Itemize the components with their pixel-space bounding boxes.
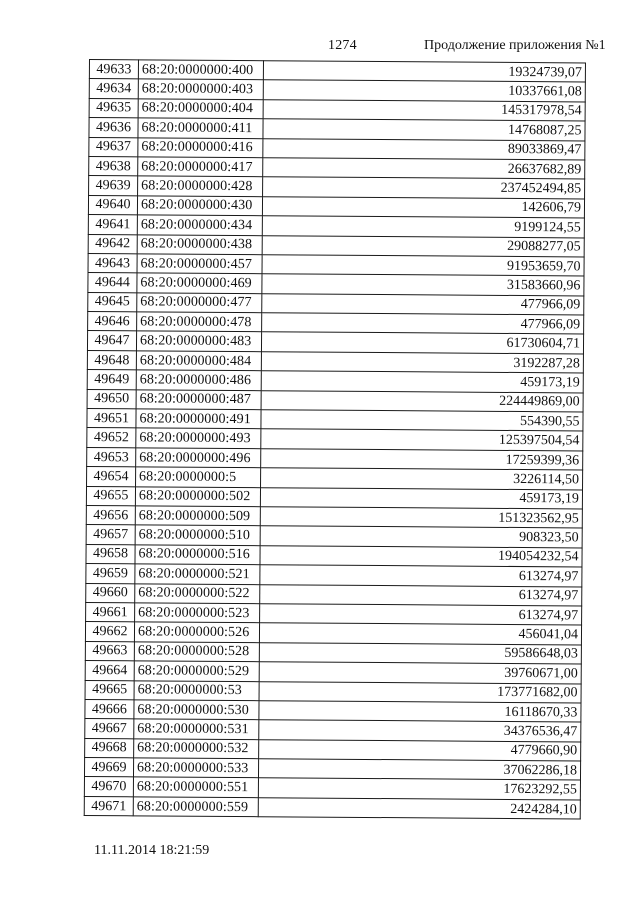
row-number: 49665 bbox=[85, 680, 134, 700]
print-timestamp: 11.11.2014 18:21:59 bbox=[94, 843, 210, 858]
row-number: 49642 bbox=[88, 234, 137, 254]
row-value: 477966,09 bbox=[262, 293, 584, 315]
row-value: 125397504,54 bbox=[261, 429, 583, 451]
cadastral-number: 68:20:0000000:551 bbox=[133, 777, 258, 797]
cadastral-number: 68:20:0000000:526 bbox=[134, 622, 259, 642]
row-number: 49667 bbox=[85, 719, 134, 739]
cadastral-number: 68:20:0000000:486 bbox=[136, 370, 261, 390]
row-number: 49641 bbox=[88, 215, 137, 235]
row-number: 49637 bbox=[89, 137, 138, 157]
row-number: 49653 bbox=[87, 447, 136, 467]
row-value: 29088277,05 bbox=[262, 235, 584, 257]
row-number: 49670 bbox=[84, 777, 133, 797]
row-number: 49671 bbox=[84, 796, 133, 816]
row-value: 554390,55 bbox=[261, 410, 583, 432]
cadastral-number: 68:20:0000000:509 bbox=[135, 506, 260, 526]
row-number: 49658 bbox=[86, 544, 135, 564]
row-number: 49647 bbox=[87, 331, 136, 351]
row-number: 49662 bbox=[85, 622, 134, 642]
row-value: 477966,09 bbox=[262, 313, 584, 335]
row-value: 16118670,33 bbox=[259, 701, 581, 723]
registry-table-container bbox=[84, 59, 586, 820]
cadastral-number: 68:20:0000000:428 bbox=[138, 176, 263, 196]
cadastral-number: 68:20:0000000:533 bbox=[133, 758, 258, 778]
cadastral-number: 68:20:0000000:523 bbox=[135, 603, 260, 623]
row-number: 49668 bbox=[85, 738, 134, 758]
row-value: 237452494,85 bbox=[263, 177, 585, 199]
row-number: 49664 bbox=[85, 661, 134, 681]
row-value: 908323,50 bbox=[260, 526, 582, 548]
row-value: 142606,79 bbox=[262, 196, 584, 218]
cadastral-number: 68:20:0000000:477 bbox=[137, 293, 262, 313]
cadastral-number: 68:20:0000000:403 bbox=[138, 79, 263, 99]
row-value: 26637682,89 bbox=[263, 158, 585, 180]
row-value: 3226114,50 bbox=[261, 468, 583, 490]
row-value: 459173,19 bbox=[261, 371, 583, 393]
row-value: 39760671,00 bbox=[259, 662, 581, 684]
row-value: 2424284,10 bbox=[258, 798, 580, 820]
row-value: 145317978,54 bbox=[263, 99, 585, 121]
cadastral-number: 68:20:0000000:521 bbox=[135, 564, 260, 584]
row-value: 61730604,71 bbox=[261, 332, 583, 354]
cadastral-number: 68:20:0000000:430 bbox=[137, 196, 262, 216]
cadastral-number: 68:20:0000000:404 bbox=[138, 99, 263, 119]
row-value: 14768087,25 bbox=[263, 119, 585, 141]
cadastral-number: 68:20:0000000:438 bbox=[137, 234, 262, 254]
row-value: 456041,04 bbox=[259, 623, 581, 645]
row-value: 459173,19 bbox=[260, 487, 582, 509]
row-number: 49654 bbox=[87, 467, 136, 487]
row-value: 17259399,36 bbox=[261, 449, 583, 471]
cadastral-number: 68:20:0000000:493 bbox=[136, 428, 261, 448]
cadastral-number: 68:20:0000000:502 bbox=[135, 486, 260, 506]
row-number: 49636 bbox=[89, 118, 138, 138]
row-number: 49638 bbox=[89, 156, 138, 176]
row-number: 49648 bbox=[87, 350, 136, 370]
registry-table-body bbox=[84, 60, 585, 820]
cadastral-number: 68:20:0000000:496 bbox=[136, 448, 261, 468]
row-number: 49644 bbox=[88, 273, 137, 293]
row-value: 19324739,07 bbox=[263, 61, 585, 83]
cadastral-number: 68:20:0000000:5 bbox=[136, 467, 261, 487]
cadastral-number: 68:20:0000000:530 bbox=[134, 700, 259, 720]
row-number: 49656 bbox=[86, 505, 135, 525]
cadastral-number: 68:20:0000000:483 bbox=[136, 331, 261, 351]
row-number: 49640 bbox=[88, 195, 137, 215]
row-value: 10337661,08 bbox=[263, 80, 585, 102]
cadastral-number: 68:20:0000000:400 bbox=[138, 60, 263, 80]
row-value: 194054232,54 bbox=[260, 545, 582, 567]
cadastral-number: 68:20:0000000:417 bbox=[138, 157, 263, 177]
cadastral-number: 68:20:0000000:516 bbox=[135, 545, 260, 565]
row-number: 49651 bbox=[87, 409, 136, 429]
row-value: 613274,97 bbox=[260, 584, 582, 606]
cadastral-number: 68:20:0000000:532 bbox=[134, 739, 259, 759]
cadastral-number: 68:20:0000000:510 bbox=[135, 525, 260, 545]
row-number: 49663 bbox=[85, 641, 134, 661]
row-value: 9199124,55 bbox=[262, 216, 584, 238]
row-number: 49660 bbox=[86, 583, 135, 603]
row-value: 89033869,47 bbox=[263, 138, 585, 160]
row-value: 224449869,00 bbox=[261, 390, 583, 412]
row-number: 49643 bbox=[88, 253, 137, 273]
row-number: 49633 bbox=[89, 60, 138, 80]
cadastral-number: 68:20:0000000:522 bbox=[135, 583, 260, 603]
cadastral-number: 68:20:0000000:478 bbox=[137, 312, 262, 332]
row-number: 49649 bbox=[87, 370, 136, 390]
row-number: 49661 bbox=[86, 602, 135, 622]
cadastral-number: 68:20:0000000:416 bbox=[138, 137, 263, 157]
cadastral-number: 68:20:0000000:469 bbox=[137, 273, 262, 293]
cadastral-number: 68:20:0000000:531 bbox=[134, 719, 259, 739]
row-value: 3192287,28 bbox=[261, 352, 583, 374]
row-value: 173771682,00 bbox=[259, 681, 581, 703]
cadastral-number: 68:20:0000000:434 bbox=[137, 215, 262, 235]
row-value: 34376536,47 bbox=[259, 720, 581, 742]
cadastral-number: 68:20:0000000:529 bbox=[134, 661, 259, 681]
row-value: 4779660,90 bbox=[259, 739, 581, 761]
row-number: 49669 bbox=[84, 758, 133, 778]
cadastral-number: 68:20:0000000:491 bbox=[136, 409, 261, 429]
row-value: 31583660,96 bbox=[262, 274, 584, 296]
page-number: 1274 bbox=[328, 38, 357, 53]
row-number: 49650 bbox=[87, 389, 136, 409]
table-row bbox=[84, 796, 580, 819]
row-value: 59586648,03 bbox=[259, 642, 581, 664]
registry-table bbox=[84, 59, 586, 820]
cadastral-number: 68:20:0000000:528 bbox=[134, 642, 259, 662]
row-number: 49652 bbox=[87, 428, 136, 448]
row-value: 613274,97 bbox=[260, 565, 582, 587]
row-number: 49655 bbox=[86, 486, 135, 506]
cadastral-number: 68:20:0000000:559 bbox=[133, 797, 258, 817]
row-value: 91953659,70 bbox=[262, 255, 584, 277]
row-value: 151323562,95 bbox=[260, 507, 582, 529]
row-value: 17623292,55 bbox=[258, 778, 580, 800]
cadastral-number: 68:20:0000000:411 bbox=[138, 118, 263, 138]
row-number: 49634 bbox=[89, 79, 138, 99]
row-value: 613274,97 bbox=[260, 604, 582, 626]
row-number: 49666 bbox=[85, 699, 134, 719]
row-number: 49639 bbox=[89, 176, 138, 196]
cadastral-number: 68:20:0000000:457 bbox=[137, 254, 262, 274]
row-number: 49646 bbox=[88, 312, 137, 332]
appendix-title: Продолжение приложения №1 bbox=[424, 38, 606, 53]
cadastral-number: 68:20:0000000:53 bbox=[134, 680, 259, 700]
row-number: 49659 bbox=[86, 564, 135, 584]
cadastral-number: 68:20:0000000:484 bbox=[136, 351, 261, 371]
row-value: 37062286,18 bbox=[258, 759, 580, 781]
row-number: 49657 bbox=[86, 525, 135, 545]
cadastral-number: 68:20:0000000:487 bbox=[136, 389, 261, 409]
row-number: 49645 bbox=[88, 292, 137, 312]
row-number: 49635 bbox=[89, 98, 138, 118]
